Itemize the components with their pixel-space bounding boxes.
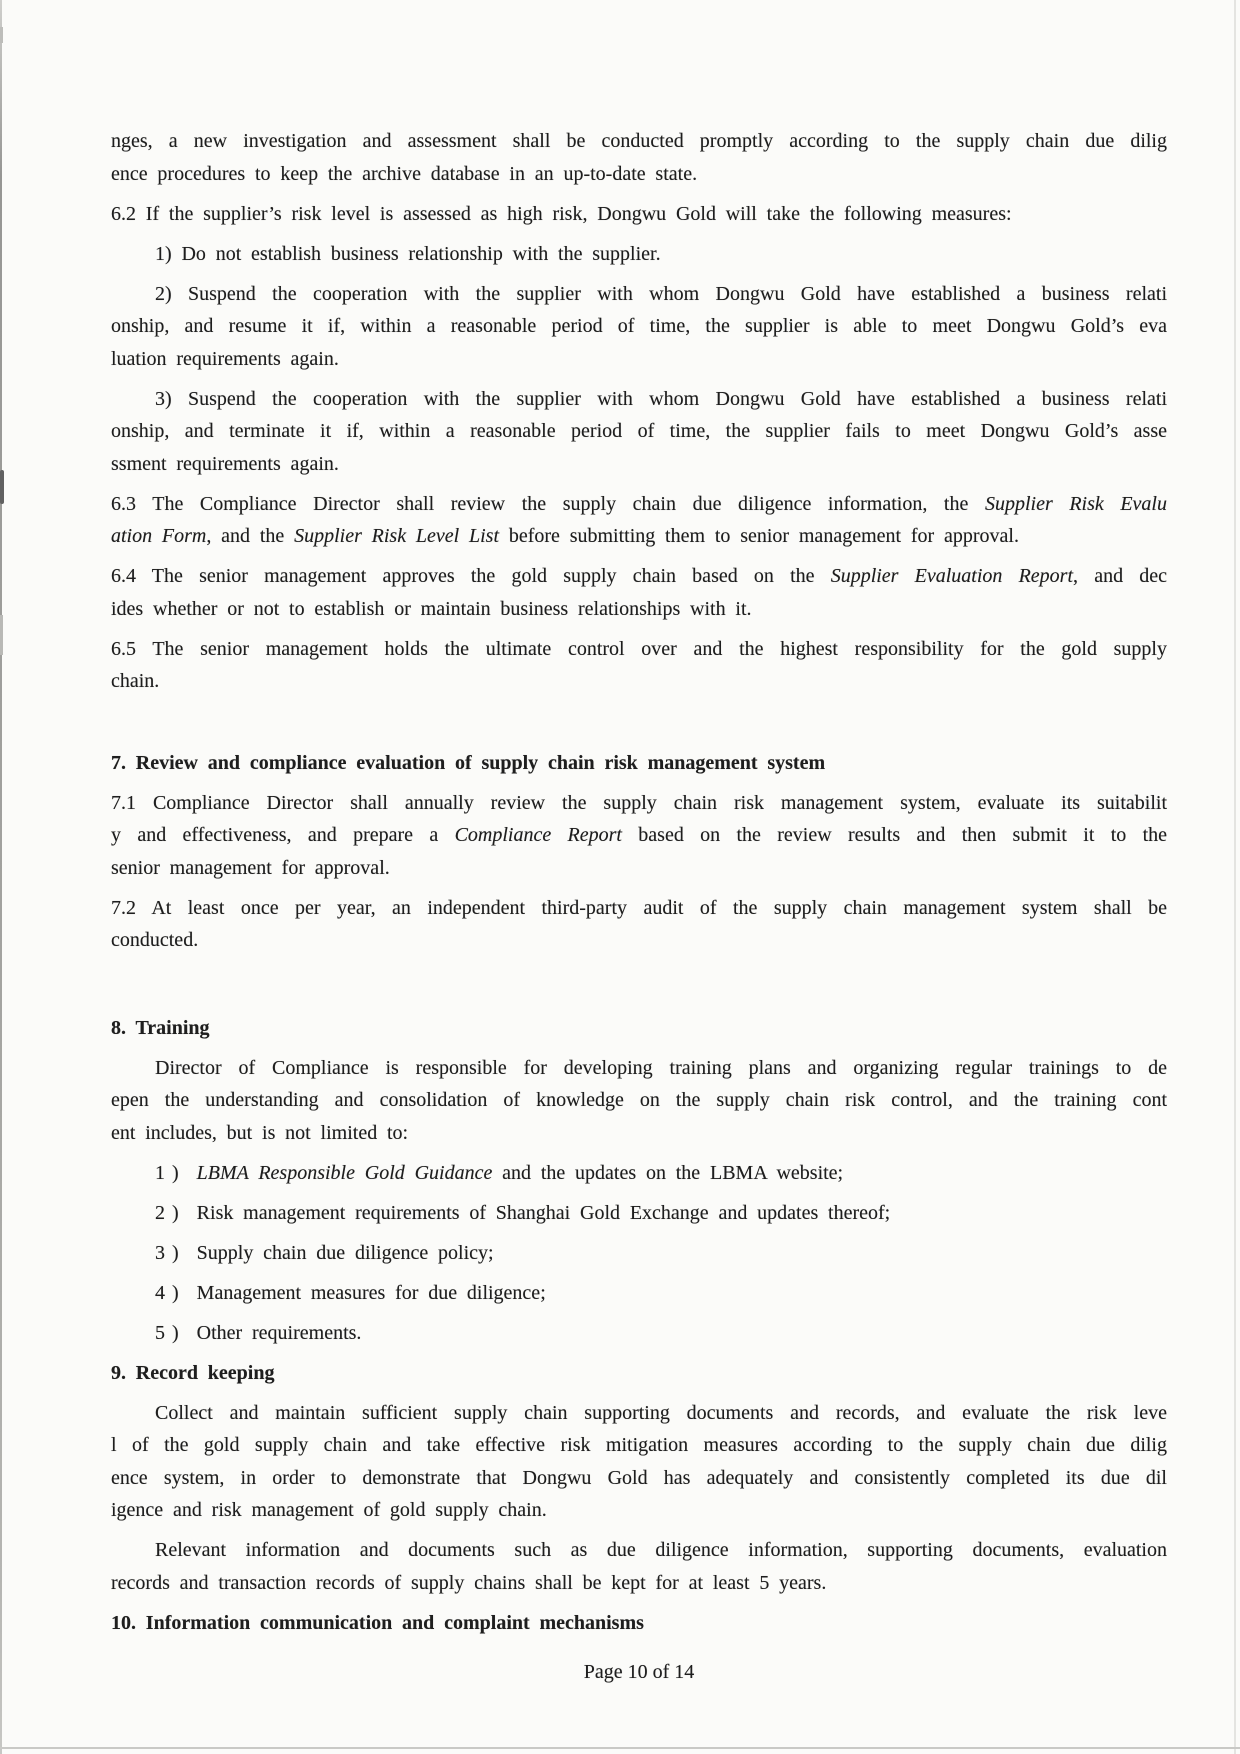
text-segment: Supply chain due diligence policy;	[196, 1241, 494, 1264]
italic-text: Compliance Report	[454, 824, 622, 846]
text-segment: based on the review results and then submit it to the	[621, 824, 1168, 846]
text-line	[111, 1397, 1167, 1430]
text-segment: 6.2 If the supplier’s risk level is assessed as high risk, Dongwu Gold will take the following measures:	[111, 202, 1012, 225]
list-marker: 2)	[155, 1201, 186, 1224]
text-segment: , and dec	[1073, 565, 1167, 587]
text-line	[111, 593, 1167, 626]
text-segment: senior management for approval.	[111, 856, 390, 879]
paragraph-record-1	[111, 1397, 1167, 1527]
scan-edge-left	[0, 0, 2, 1754]
text-segment: Risk management requirements of Shanghai Gold Exchange and updates thereof;	[196, 1201, 891, 1224]
text-line	[111, 238, 1167, 271]
text-segment: before submitting them to senior management for approval.	[499, 525, 1019, 547]
text-segment: igence and risk management of gold supply chain.	[111, 1499, 547, 1521]
text-line	[111, 278, 1167, 311]
paragraph-record-2	[111, 1534, 1167, 1599]
text-line	[111, 1052, 1167, 1085]
text-segment: 6.5 The senior management holds the ultimate control over and the highest responsibility for the gold supply	[111, 637, 1167, 660]
paragraph-6-5	[111, 633, 1167, 698]
paragraph-6-2	[111, 198, 1167, 231]
text-line	[111, 1607, 1167, 1640]
italic-text: Supplier Risk Evalu	[984, 492, 1167, 515]
text-line	[111, 310, 1167, 343]
text-segment: l of the gold supply chain and take effective risk mitigation measures according to the supply chain due dilig	[111, 1434, 1167, 1456]
text-segment: 9. Record keeping	[111, 1361, 275, 1384]
text-segment: records and transaction records of supply chains shall be kept for at least 5 years.	[111, 1571, 827, 1594]
text-segment: conducted.	[111, 929, 199, 951]
text-line	[111, 448, 1167, 481]
text-segment: Collect and maintain sufficient supply chain supporting documents and records, and evaluate the risk leve	[155, 1401, 1167, 1424]
text-line	[111, 1462, 1167, 1495]
paragraph-6-3	[111, 488, 1167, 553]
text-line	[111, 1494, 1167, 1527]
text-line	[111, 125, 1167, 158]
paragraph-7-2	[111, 892, 1167, 957]
text-line	[111, 1197, 1167, 1230]
text-line	[111, 488, 1167, 521]
text-segment: onship, and resume it if, within a reasonable period of time, the supplier is able to meet Dongwu Gold’s eva	[111, 315, 1167, 337]
text-line	[111, 1534, 1167, 1567]
text-line	[111, 924, 1167, 957]
text-line	[111, 1357, 1167, 1390]
text-segment: y and effectiveness, and prepare a	[111, 824, 455, 846]
training-item-1	[111, 1157, 1167, 1190]
text-segment: 10. Information communication and complaint mechanisms	[111, 1611, 644, 1634]
text-line	[111, 633, 1167, 666]
list-marker: 4)	[155, 1281, 186, 1304]
text-segment: 7.2 At least once per year, an independent third-party audit of the supply chain management system shall be	[111, 896, 1167, 919]
text-line	[111, 1157, 1167, 1190]
scan-smudge	[0, 615, 3, 655]
text-line	[111, 852, 1167, 885]
heading-10	[111, 1607, 1167, 1640]
text-line	[111, 198, 1167, 231]
text-segment: 3) Suspend the cooperation with the supplier with whom Dongwu Gold have established a business relati	[155, 387, 1167, 410]
text-segment: Management measures for due diligence;	[196, 1281, 546, 1304]
list-item-3	[111, 383, 1167, 481]
scan-smudge	[0, 470, 4, 504]
training-item-2	[111, 1197, 1167, 1230]
list-marker: 3)	[155, 1241, 186, 1264]
text-segment: onship, and terminate it if, within a reasonable period of time, the supplier fails to meet Dongwu Gold’s asse	[111, 420, 1167, 442]
text-segment: ides whether or not to establish or maintain business relationships with it.	[111, 597, 752, 620]
text-segment: ence procedures to keep the archive database in an up-to-date state.	[111, 162, 698, 185]
text-segment: ent includes, but is not limited to:	[111, 1121, 409, 1144]
text-segment: Director of Compliance is responsible for developing training plans and organizing regular trainings to de	[155, 1056, 1167, 1079]
heading-7	[111, 747, 1167, 780]
text-segment: Relevant information and documents such as due diligence information, supporting documents, evaluation	[155, 1539, 1167, 1561]
text-segment: ssment requirements again.	[111, 452, 339, 475]
list-marker: 1)	[155, 1161, 186, 1184]
list-marker: 5)	[155, 1321, 186, 1344]
text-line	[111, 1237, 1167, 1270]
text-line	[111, 1567, 1167, 1600]
text-line	[111, 1429, 1167, 1462]
italic-text: Supplier Risk Level List	[294, 525, 500, 547]
text-line	[111, 520, 1167, 553]
paragraph-training	[111, 1052, 1167, 1150]
text-line	[111, 383, 1167, 416]
scan-edge-bottom	[0, 1747, 1240, 1749]
text-line	[111, 560, 1167, 593]
text-segment: chain.	[111, 670, 160, 692]
text-line	[111, 158, 1167, 191]
training-item-3	[111, 1237, 1167, 1270]
text-line	[111, 1117, 1167, 1150]
training-item-5	[111, 1317, 1167, 1350]
text-line	[111, 1084, 1167, 1117]
heading-8	[111, 1012, 1167, 1045]
paragraph-continuation	[111, 125, 1167, 190]
list-item-1	[111, 238, 1167, 271]
text-segment: 7.1 Compliance Director shall annually review the supply chain risk management system, evaluate its suitabilit	[111, 791, 1167, 814]
text-segment: 6.4 The senior management approves the gold supply chain based on the	[111, 565, 831, 587]
text-line	[111, 787, 1167, 820]
page-number: Page 10 of 14	[583, 1661, 695, 1683]
text-line	[111, 747, 1167, 780]
text-line	[111, 819, 1167, 852]
text-segment: ence system, in order to demonstrate that Dongwu Gold has adequately and consistently completed its due dil	[111, 1466, 1167, 1489]
text-segment: 8. Training	[111, 1016, 210, 1039]
scan-edge-right	[1234, 0, 1236, 1754]
paragraph-7-1	[111, 787, 1167, 885]
document-body	[111, 125, 1167, 1639]
heading-9	[111, 1357, 1167, 1390]
text-segment: 7. Review and compliance evaluation of supply chain risk management system	[111, 751, 826, 774]
italic-text: Supplier Evaluation Report	[830, 565, 1074, 587]
text-segment: luation requirements again.	[111, 347, 339, 370]
text-segment: 1) Do not establish business relationship with the supplier.	[155, 242, 661, 265]
text-segment: nges, a new investigation and assessment shall be conducted promptly according to the supply chain due dilig	[111, 130, 1167, 152]
text-line	[111, 1012, 1167, 1045]
italic-text: ation Form	[111, 525, 207, 547]
list-item-2	[111, 278, 1167, 376]
italic-text: LBMA Responsible Gold Guidance	[196, 1161, 493, 1184]
text-line	[111, 1317, 1167, 1350]
text-segment: 2) Suspend the cooperation with the supplier with whom Dongwu Gold have established a business relati	[155, 282, 1167, 305]
text-line	[111, 343, 1167, 376]
text-segment: 6.3 The Compliance Director shall review the supply chain due diligence information, the	[111, 492, 985, 515]
scan-smudge	[0, 27, 3, 43]
text-segment: epen the understanding and consolidation of knowledge on the supply chain risk control, and the training cont	[111, 1089, 1167, 1111]
training-item-4	[111, 1277, 1167, 1310]
text-line	[111, 665, 1167, 698]
text-line	[111, 892, 1167, 925]
text-line	[111, 415, 1167, 448]
text-segment: , and the	[206, 525, 295, 547]
text-line	[111, 1277, 1167, 1310]
text-segment: Other requirements.	[196, 1321, 362, 1344]
text-segment: and the updates on the LBMA website;	[492, 1161, 844, 1184]
paragraph-6-4	[111, 560, 1167, 625]
